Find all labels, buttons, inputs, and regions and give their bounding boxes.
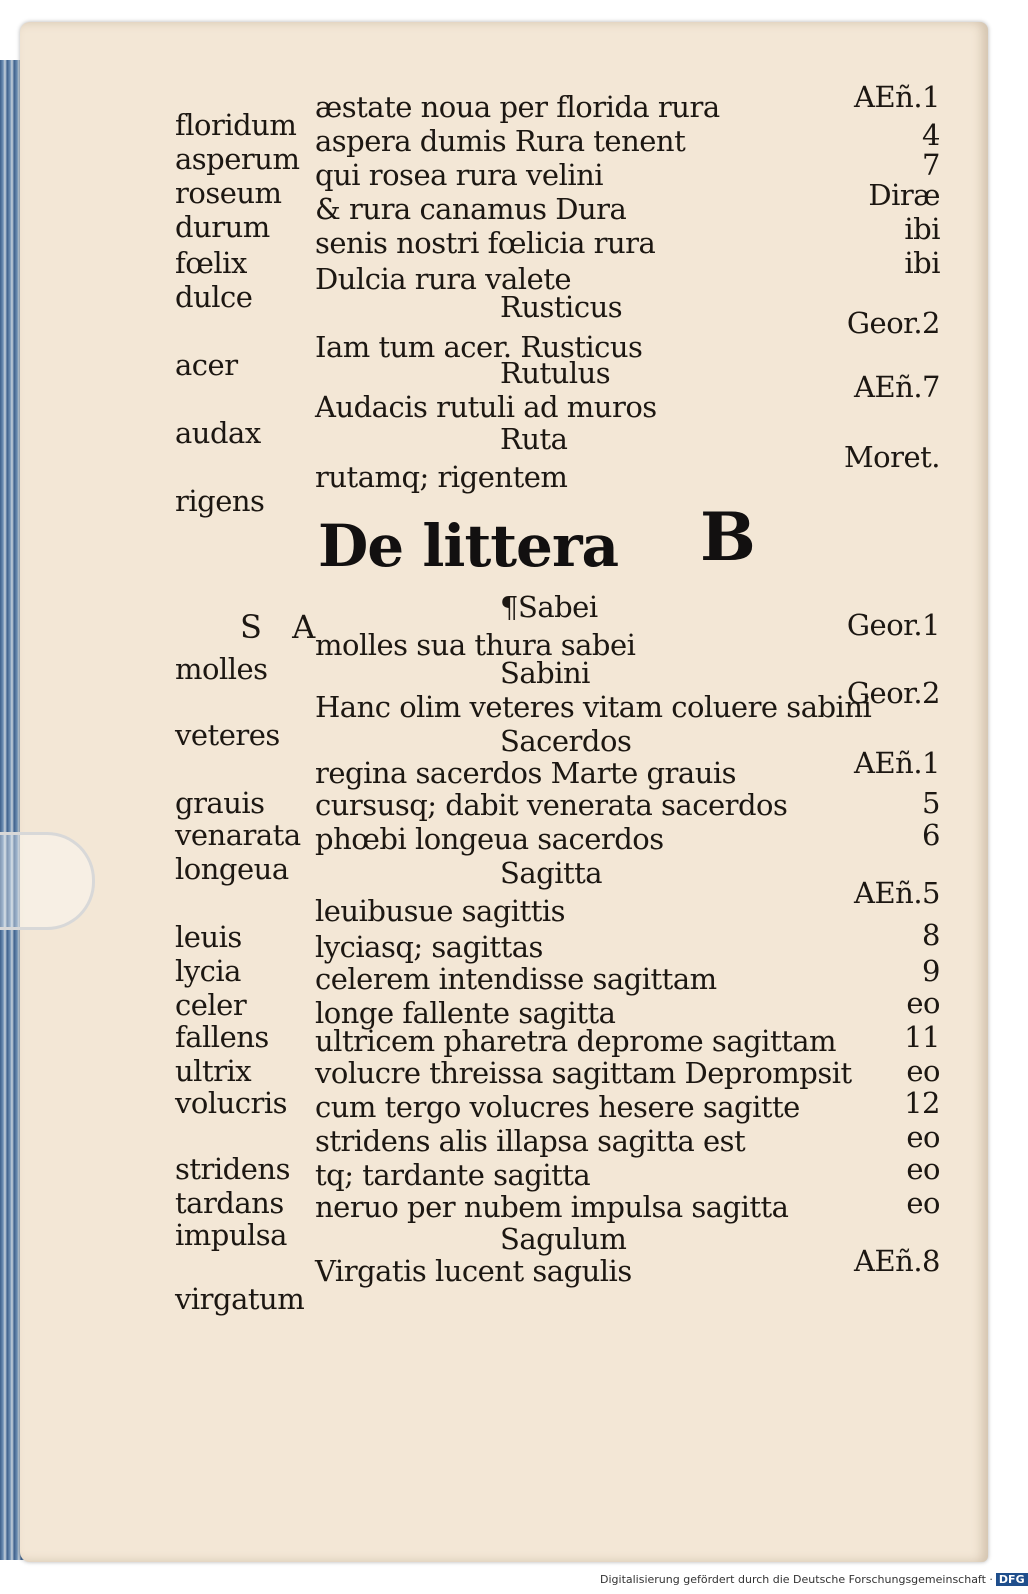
epithet-word: grauis — [175, 786, 265, 820]
epithet-word: impulsa — [175, 1218, 287, 1252]
epithet-word: virgatum — [175, 1282, 305, 1316]
lemma-heading: Sagitta — [500, 856, 603, 890]
verse-quote: Hanc olim veteres vitam coluere sabini — [315, 690, 872, 724]
lemma-heading: Rusticus — [500, 290, 623, 324]
epithet-word: stridens — [175, 1152, 290, 1186]
source-reference: ibi — [904, 246, 940, 280]
sa-heading: S A — [240, 608, 326, 646]
verse-quote: tq; tardante sagitta — [315, 1158, 591, 1192]
verse-quote: Audacis rutuli ad muros — [315, 390, 657, 424]
lemma-heading: Ruta — [500, 422, 568, 456]
source-reference: Geor.1 — [846, 608, 940, 642]
source-reference: ibi — [904, 212, 940, 246]
verse-quote: aspera dumis Rura tenent — [315, 124, 686, 158]
lemma-heading: Rutulus — [500, 356, 611, 390]
verse-quote: lyciasq; sagittas — [315, 930, 543, 964]
verse-quote: æstate noua per florida rura — [315, 90, 720, 124]
epithet-word: floridum — [175, 108, 297, 142]
lemma-heading: Sacerdos — [500, 724, 632, 758]
epithet-word: ultrix — [175, 1054, 252, 1088]
epithet-word: rigens — [175, 484, 265, 518]
verse-quote: neruo per nubem impulsa sagitta — [315, 1190, 789, 1224]
source-reference: Moret. — [843, 440, 940, 474]
verse-quote: cum tergo volucres hesere sagitte — [315, 1090, 800, 1124]
source-reference: Geor.2 — [846, 676, 940, 710]
source-reference: eo — [906, 1152, 940, 1186]
verse-quote: phœbi longeua sacerdos — [315, 822, 664, 856]
epithet-word: asperum — [175, 142, 300, 176]
epithet-word: lycia — [175, 954, 241, 988]
source-reference: AEñ.1 — [854, 80, 940, 114]
dfg-logo: DFG — [996, 1573, 1028, 1586]
source-reference: Geor.2 — [846, 306, 940, 340]
epithet-word: venarata — [175, 818, 301, 852]
verse-quote: rutamq; rigentem — [315, 460, 568, 494]
source-reference: eo — [906, 986, 940, 1020]
verse-quote: senis nostri fœlicia rura — [315, 226, 656, 260]
epithet-word: leuis — [175, 920, 242, 954]
verse-quote: molles sua thura sabei — [315, 628, 636, 662]
verse-quote: Iam tum acer. Rusticus — [315, 330, 643, 364]
verse-quote: celerem intendisse sagittam — [315, 962, 717, 996]
source-reference: 4 — [922, 118, 940, 152]
verse-quote: longe fallente sagitta — [315, 996, 616, 1030]
epithet-word: dulce — [175, 280, 253, 314]
source-reference: AEñ.5 — [854, 876, 940, 910]
source-reference: 5 — [922, 786, 940, 820]
verse-quote: & rura canamus Dura — [315, 192, 627, 226]
verse-quote: volucre threissa sagittam Deprompsit — [315, 1056, 852, 1090]
epithet-word: durum — [175, 210, 270, 244]
epithet-word: molles — [175, 652, 268, 686]
epithet-word: longeua — [175, 852, 289, 886]
verse-quote: cursusq; dabit venerata sacerdos — [315, 788, 788, 822]
epithet-word: tardans — [175, 1186, 284, 1220]
source-reference: 6 — [922, 818, 940, 852]
source-reference: eo — [906, 1120, 940, 1154]
epithet-word: acer — [175, 348, 238, 382]
epithet-word: celer — [175, 988, 247, 1022]
epithet-word: roseum — [175, 176, 282, 210]
verse-quote: Virgatis lucent sagulis — [315, 1254, 632, 1288]
epithet-word: audax — [175, 416, 261, 450]
epithet-word: veteres — [175, 718, 280, 752]
verse-quote: regina sacerdos Marte grauis — [315, 756, 737, 790]
verse-quote: leuibusue sagittis — [315, 894, 566, 928]
source-reference: 11 — [904, 1020, 940, 1054]
digitization-footer — [600, 1573, 1028, 1586]
verse-quote: stridens alis illapsa sagitta est — [315, 1124, 746, 1158]
epithet-word: volucris — [175, 1086, 288, 1120]
verse-quote: qui rosea rura velini — [315, 158, 604, 192]
lemma-heading: Sabini — [500, 656, 590, 690]
source-reference: 7 — [922, 148, 940, 182]
source-reference: AEñ.7 — [854, 370, 940, 404]
clip-clasp — [0, 832, 95, 930]
source-reference: Diræ — [868, 178, 940, 212]
source-reference: AEñ.8 — [854, 1244, 940, 1278]
epithet-word: fallens — [175, 1020, 269, 1054]
section-title: De littera — [318, 512, 619, 580]
epithet-word: fœlix — [175, 246, 247, 280]
verse-quote: ultricem pharetra deprome sagittam — [315, 1024, 837, 1058]
source-reference: eo — [906, 1186, 940, 1220]
source-reference: 9 — [922, 954, 940, 988]
source-reference: AEñ.1 — [854, 746, 940, 780]
lemma-heading: Sagulum — [500, 1222, 627, 1256]
verse-quote: Dulcia rura valete — [315, 262, 572, 296]
section-letter: B — [700, 498, 756, 576]
lemma-heading: ¶Sabei — [500, 590, 598, 624]
footer-text: Digitalisierung gefördert durch die Deutsche Forschungsgemeinschaft · — [600, 1573, 993, 1586]
source-reference: eo — [906, 1054, 940, 1088]
source-reference: 12 — [904, 1086, 940, 1120]
source-reference: 8 — [922, 918, 940, 952]
